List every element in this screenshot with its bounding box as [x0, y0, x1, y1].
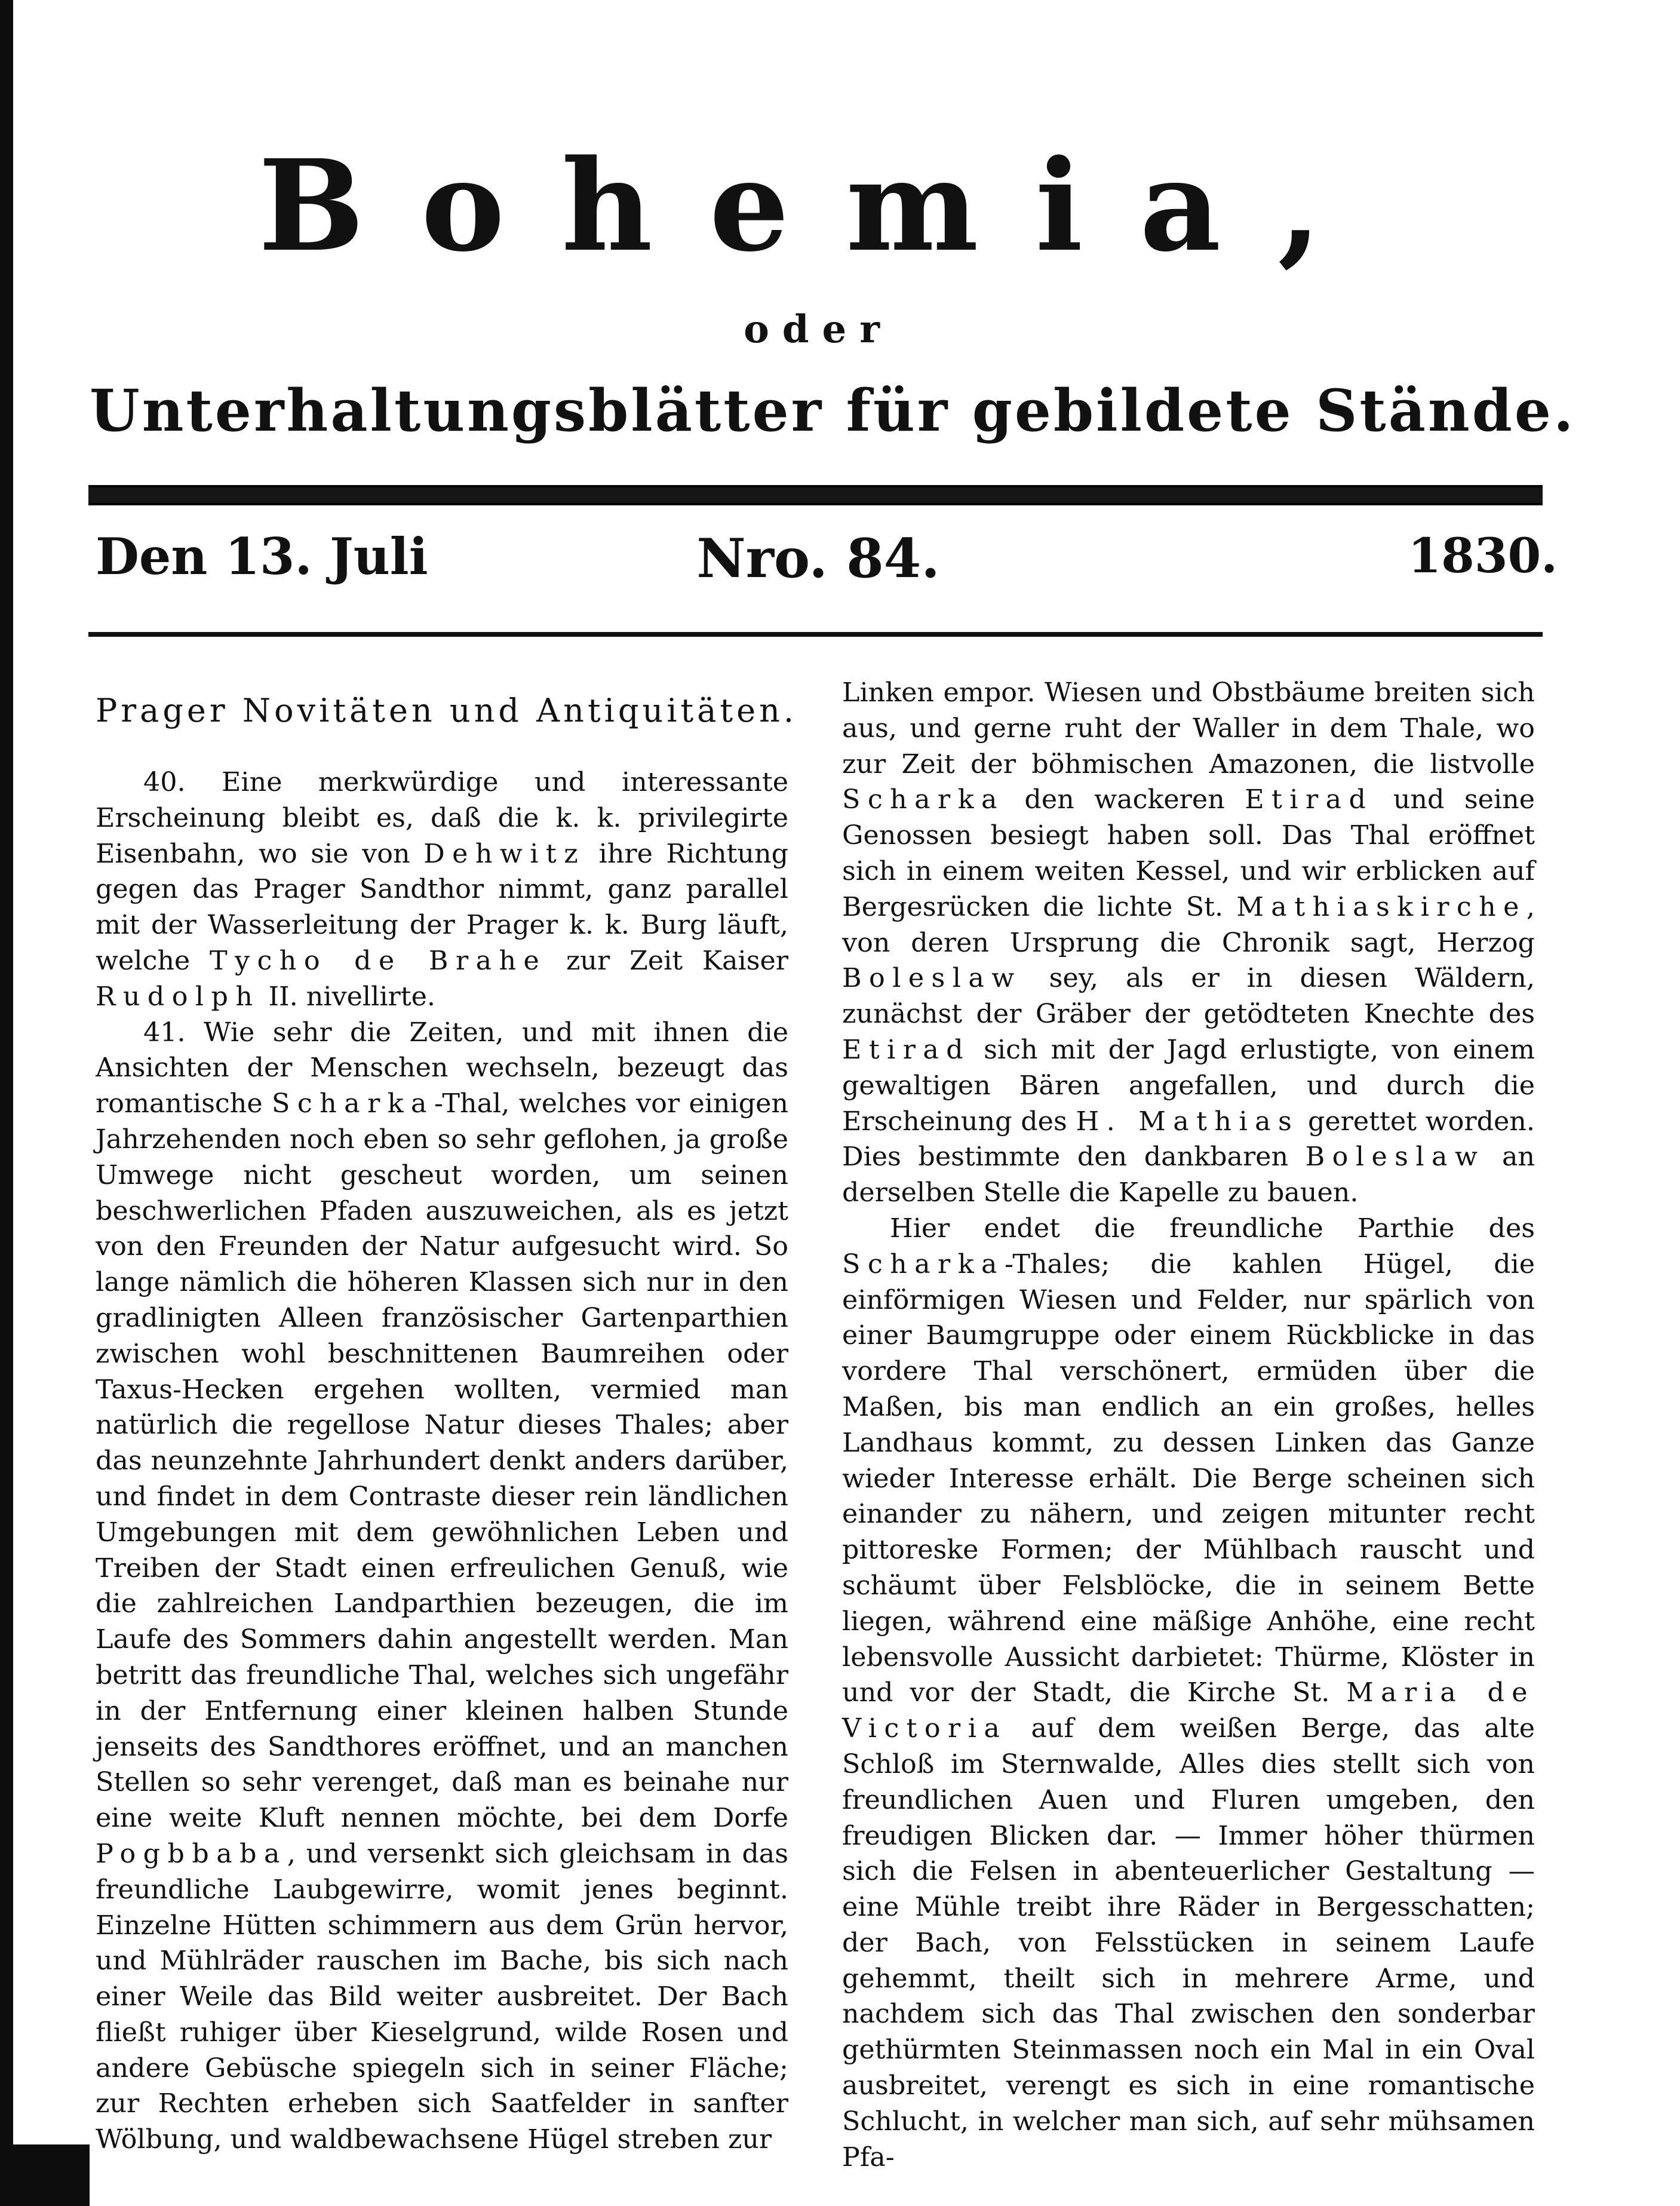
title-connector: oder	[744, 307, 893, 352]
paragraph-41: 41. Wie sehr die Zeiten, und mit ihnen die Ansichten der Menschen wechseln, bezeugt das romantische Scharka-Thal, welches vor einigen Jahrzehenden noch eben so sehr geflohen, ja große Umwege nicht gescheut worden, um seinen beschwerlichen Pfaden auszuweichen, als es jetzt von den Freunden der Natur aufgesucht wird. So lange nämlich die höheren Klassen sich nur in den gradlinigten Alleen französischer Gartenparthien zwischen wohl beschnittenen Baumreihen oder Taxus-Hecken ergehen wollten, vermied man natürlich die regellose Natur dieses Thales; aber das neunzehnte Jahrhundert denkt anders darüber, und findet in dem Contraste dieser rein ländlichen Umgebungen mit dem gewöhnlichen Leben und Treiben der Stadt einen erfreulichen Genuß, wie die zahlreichen Landparthien bezeugen, die im Laufe des Sommers dahin angestellt werden. Man betritt das freundliche Thal, welches sich ungefähr in der Entfernung einer kleinen halben Stunde jenseits des Sandthores eröffnet, und an manchen Stellen so sehr verenget, daß man es beinahe nur eine weite Kluft nennen möchte, bei dem Dorfe Pogbbaba, und versenkt sich gleichsam in das freundliche Laubgewirre, womit jenes beginnt. Einzelne Hütten schimmern aus dem Grün hervor, und Mühlräder rauschen im Bache, bis sich nach einer Weile das Bild weiter ausbreitet. Der Bach fließt ruhiger über Kieselgrund, wilde Rosen und andere Gebüsche spiegeln sich in seiner Fläche; zur Rechten erheben sich Saatfelder in sanfter Wölbung, und waldbewachsene Hügel streben zur	[96, 1017, 788, 2155]
paragraph-41-continued: Linken empor. Wiesen und Obstbäume breiten sich aus, und gerne ruht der Waller in dem Thale, wo zur Zeit der böhmischen Amazonen, die listvolle Scharka den wackeren Etirad und seine Genossen besiegt haben soll. Das Thal eröffnet sich in einem weiten Kessel, und wir erblicken auf Bergesrücken die lichte St. Mathiaskirche, von deren Ursprung die Chronik sagt, Herzog Boleslaw sey, als er in diesen Wäldern, zunächst der Gräber der getödteten Knechte des Etirad sich mit der Jagd erlustigte, von einem gewaltigen Bären angefallen, und durch die Erscheinung des H. Mathias gerettet worden. Dies bestimmte den dankbaren Boleslaw an derselben Stelle die Kapelle zu bauen.	[842, 677, 1535, 1208]
paragraph-40: 40. Eine merkwürdige und interessante Erscheinung bleibt es, daß die k. k. privilegirte Eisenbahn, wo sie von Dehwitz ihre Richtung gegen das Prager Sandthor nimmt, ganz parallel mit der Wasserleitung der Prager k. k. Burg läuft, welche Tycho de Brahe zur Zeit Kaiser Rudolph II. nivellirte.	[96, 767, 788, 1012]
issue-number: Nro. 84.	[696, 527, 940, 590]
paragraph-scharka-end: Hier endet die freundliche Parthie des Scharka-Thales; die kahlen Hügel, die einförmigen Wiesen und Felder, nur spärlich von einer Baumgruppe oder einem Rückblicke in das vordere Thal verschönert, ermüden über die Maßen, bis man endlich an ein großes, helles Landhaus kommt, zu dessen Linken das Ganze wieder Interesse erhält. Die Berge scheinen sich einander zu nähern, und zeigen mitunter recht pittoreske Formen; der Mühlbach rauscht und schäumt über Felsblöcke, die in seinem Bette liegen, während eine mäßige Anhöhe, eine recht lebensvolle Aussicht darbietet: Thürme, Klöster in und vor der Stadt, die Kirche St. Maria de Victoria auf dem weißen Berge, das alte Schloß im Sternwalde, Alles dies stellt sich von freundlichen Auen und Fluren umgeben, den freudigen Blicken dar. — Immer höher thürmen sich die Felsen in abenteuerlicher Gestaltung — eine Mühle treibt ihre Räder in Bergesschatten; der Bach, von Felsstücken in seinem Laufe gehemmt, theilt sich in mehrere Arme, und nachdem sich das Thal zwischen den sonderbar gethürmten Steinmassen noch ein Mal in ein Oval ausbreitet, verengt es sich in eine romantische Schlucht, in welcher man sich, auf sehr mühsamen Pfa-	[842, 1213, 1535, 2173]
page-edge-binding	[0, 0, 13, 2206]
page-edge-corner	[0, 2144, 90, 2206]
article-heading: Prager Novitäten und Antiquitäten.	[96, 692, 798, 729]
issue-year: 1830.	[1408, 527, 1558, 584]
newspaper-title: Bohemia,	[258, 132, 1378, 280]
issue-date: Den 13. Juli	[96, 527, 428, 586]
newspaper-subtitle: Unterhaltungsblätter für gebildete Stände.	[90, 377, 1576, 444]
dateline-rule	[88, 632, 1543, 637]
text-column-right	[842, 675, 1535, 2175]
text-column-left	[96, 675, 798, 2158]
masthead-rule	[88, 485, 1543, 505]
